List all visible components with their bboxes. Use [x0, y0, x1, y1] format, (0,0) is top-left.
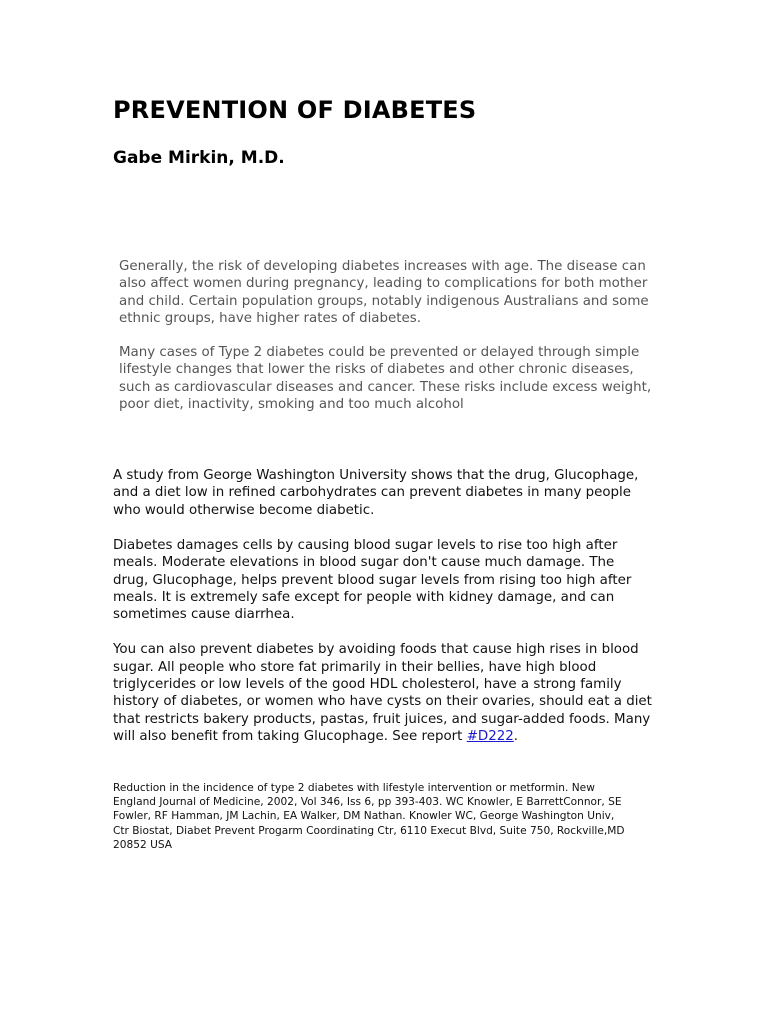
body-paragraph-3	[113, 641, 653, 745]
report-link[interactable]: #D222	[466, 729, 514, 745]
article-body	[113, 467, 653, 746]
author-byline: Gabe Mirkin, M.D.	[113, 148, 285, 168]
intro-paragraph-1: Generally, the risk of developing diabetes increases with age. The disease can also affect women during pregnancy, leading to complications for both mother and child. Certain population groups, notably indigenous Australians and some ethnic groups, have higher rates of diabetes.	[119, 259, 649, 326]
body-paragraph-3-end: .	[513, 729, 519, 745]
intro-quote	[119, 258, 659, 413]
page-title: PREVENTION OF DIABETES	[113, 96, 477, 124]
reference-citation: Reduction in the incidence of type 2 diabetes with lifestyle intervention or metformin. New England Journal of Medicine, 2002, Vol 346, Iss 6, pp 393-403. WC Knowler, E BarrettConnor, SE Fowler, RF Hamman, JM Lachin, EA Walker, DM Nathan. Knowler WC, George Washington Univ, Ctr Biostat, Diabet Prevent Progarm Coordinating Ctr, 6110 Execut Blvd, Suite 750, Rockville,MD 20852 USA	[113, 782, 625, 851]
body-paragraph-3-text: You can also prevent diabetes by avoiding foods that cause high rises in blood sugar. All people who store fat primarily in their bellies, have high blood triglycerides or low levels of the good HDL cholesterol, have a strong family history of diabetes, or women who have cysts on their ovaries, should eat a diet that restricts bakery products, pastas, fruit juices, and sugar-added foods. Many will also benefit from taking Glucophage. See report	[113, 642, 652, 745]
body-paragraph-1: A study from George Washington University shows that the drug, Glucophage, and a diet low in refined carbohydrates can prevent diabetes in many people who would otherwise become diabetic.	[113, 468, 639, 518]
intro-paragraph-2: Many cases of Type 2 diabetes could be prevented or delayed through simple lifestyle changes that lower the risks of diabetes and other chronic diseases, such as cardiovascular diseases and cancer. These risks include excess weight, poor diet, inactivity, smoking and too much alcohol	[119, 345, 652, 413]
body-paragraph-2: Diabetes damages cells by causing blood sugar levels to rise too high after meals. Moderate elevations in blood sugar don't cause much damage. The drug, Glucophage, helps prevent blood sugar levels from rising too high after meals. It is extremely safe except for people with kidney damage, and can sometimes cause diarrhea.	[113, 537, 632, 623]
